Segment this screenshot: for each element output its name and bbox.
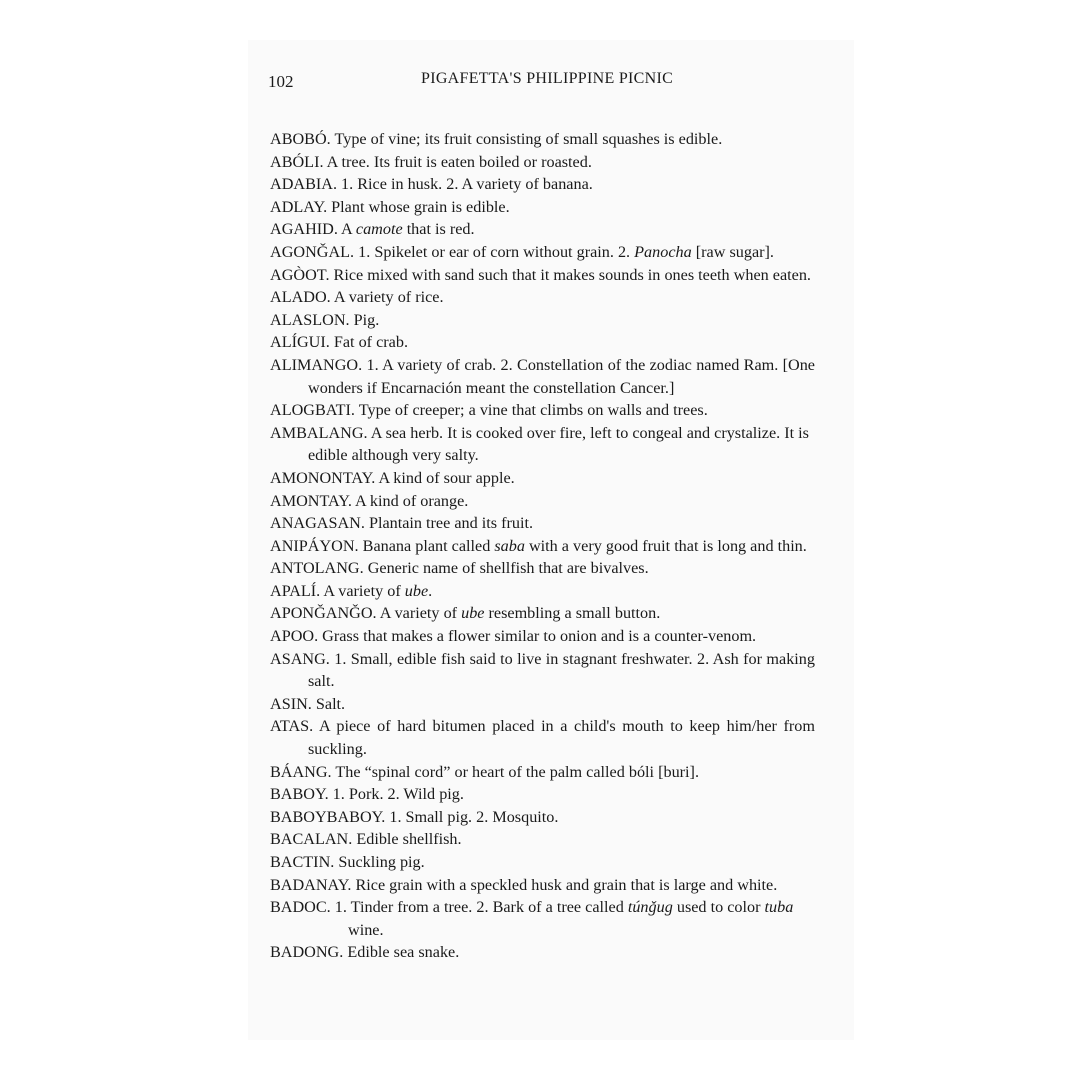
glossary-entry [270,715,815,760]
glossary-entry [270,761,815,784]
entry-definition: 1. Small pig. 2. Mosquito. [385,807,559,826]
entry-definition: 1. Spikelet or ear of corn without grain. 2. [354,242,635,261]
entry-term: ASIN. [270,694,312,713]
entry-italic-text: ube [404,581,429,600]
glossary-entry [270,941,815,964]
entry-term: ASANG. [270,649,330,668]
entry-definition: Edible sea snake. [343,943,460,962]
entry-term: BÁANG. [270,762,332,781]
entry-definition: A tree. Its fruit is eaten boiled or roasted. [323,152,592,171]
glossary-entry [270,128,815,151]
entry-definition: Fat of crab. [329,333,409,352]
entry-term: BADONG. [270,943,344,962]
glossary-entry [270,648,815,693]
running-head: PIGAFETTA'S PHILIPPINE PICNIC [421,70,674,87]
entry-term: ABÓLI. [270,152,324,171]
entry-term: AMBALANG. [270,423,368,442]
entry-term: AMONTAY. [270,491,352,510]
entry-definition: Rice mixed with sand such that it makes sounds in ones teeth when eaten. [329,265,811,284]
glossary-entry [270,625,815,648]
entry-term: AGONǦAL. [270,242,355,261]
entry-definition: 1. Rice in husk. 2. A variety of banana. [337,175,593,194]
entry-definition: Banana plant called [358,536,495,555]
glossary-entry [270,422,815,467]
entry-definition: Suckling pig. [334,853,425,871]
entry-definition: used to color [672,898,765,917]
entry-definition: A variety of [320,581,405,600]
glossary-entry [270,218,815,241]
entry-definition: The “spinal cord” or heart of the palm called bóli [buri]. [331,762,699,781]
entry-term: AGÒOT. [270,265,330,284]
glossary-entry [270,286,815,309]
entry-definition: A [337,220,356,239]
entry-term: AGAHID. [270,220,338,239]
glossary-entry [270,580,815,603]
glossary-entry [270,196,815,219]
entry-italic-text: saba [494,536,525,555]
entry-term: ADLAY. [270,197,328,216]
glossary-entry [270,241,815,264]
entry-definition: 1. Small, edible fish said to live in stagnant freshwater. 2. Ash for making salt. [308,649,815,691]
page-number: 102 [268,72,294,91]
entry-term: ALÍGUI. [270,333,330,352]
glossary-entry [270,602,815,625]
entry-term: ALASLON. [270,310,350,329]
entry-italic-text: tuba [764,898,794,917]
glossary-entry [270,309,815,332]
entry-definition: [raw sugar]. [691,242,774,261]
entry-term: AMONONTAY. [270,468,376,487]
entry-term: ANIPÁYON. [270,536,359,555]
glossary-entry [270,331,815,354]
entry-term: APOO. [270,627,319,646]
glossary-entry [270,512,815,535]
entry-definition: Salt. [311,694,346,713]
entry-term: BACTIN. [270,853,335,871]
glossary-entry [270,264,815,287]
entry-definition: resembling a small button. [484,604,661,623]
entry-term: ADABIA. [270,175,337,194]
glossary-entry [270,783,815,806]
entry-term: BADOC. [270,898,331,917]
entry-definition: Plant whose grain is edible. [327,197,510,216]
glossary-entry [270,490,815,513]
entry-definition: A kind of sour apple. [375,468,515,487]
entry-term: APONǦANǦO. [270,604,377,623]
entry-term: ABOBÓ. [270,130,331,148]
entry-definition: A variety of [376,604,462,623]
glossary-entry [270,151,815,174]
entry-definition: Type of creeper; a vine that climbs on walls and trees. [354,401,708,420]
entry-definition: wine. [348,920,384,939]
glossary-entry [270,828,815,851]
entry-definition: A piece of hard bitumen placed in a child's mouth to keep him/her from suckling. [308,717,815,759]
glossary-entry [270,806,815,829]
entry-term: BABOY. [270,785,329,804]
entry-definition: 1. Tinder from a tree. 2. Bark of a tree called [330,898,628,917]
glossary-entry [270,896,815,941]
glossary-entry [270,557,815,580]
entry-definition: Rice grain with a speckled husk and grain that is large and white. [351,875,778,894]
entry-italic-text: camote [355,220,403,239]
entry-term: ALIMANGO. [270,355,363,374]
entry-term: ANTOLANG. [270,559,364,578]
glossary-entry [270,173,815,196]
entry-italic-text: Panocha [634,242,692,261]
entry-definition: 1. Pork. 2. Wild pig. [328,785,464,804]
glossary-entry [270,693,815,716]
entry-term: BACALAN. [270,830,353,849]
glossary-entry [270,354,815,399]
entry-italic-text: ube [461,604,485,623]
entry-definition: A variety of rice. [330,288,444,307]
entry-definition: 1. A variety of crab. 2. Constellation of the zodiac named Ram. [One wonders if Encarnación meant the constellation Cancer.] [308,355,815,397]
entry-term: ATAS. [270,717,314,736]
glossary-entry [270,535,815,558]
entry-definition: . [428,581,433,600]
entry-italic-text: túnǧug [627,898,673,917]
entry-definition: Type of vine; its fruit consisting of small squashes is edible. [330,130,723,148]
entry-term: ALOGBATI. [270,401,355,420]
entry-definition: A sea herb. It is cooked over fire, left to congeal and crystalize. It is edible although very salty. [308,423,809,465]
glossary-entry [270,467,815,490]
entry-term: APALÍ. [270,581,321,600]
entry-definition: Pig. [349,310,380,329]
entry-term: ALADO. [270,288,331,307]
entry-definition: Edible shellfish. [352,830,462,849]
entry-definition: Plantain tree and its fruit. [364,514,534,533]
entry-definition: Generic name of shellfish that are bivalves. [363,559,649,578]
entry-definition: that is red. [402,220,475,239]
entry-definition: Grass that makes a flower similar to onion and is a counter-venom. [318,627,757,646]
glossary-entry [270,874,815,897]
glossary-entry [270,851,815,874]
glossary-entry [270,399,815,422]
entry-term: ANAGASAN. [270,514,365,533]
entry-definition: A kind of orange. [351,491,469,510]
entry-term: BABOYBABOY. [270,807,386,826]
entry-term: BADANAY. [270,875,352,894]
glossary-entries [270,128,815,964]
entry-definition: with a very good fruit that is long and thin. [524,536,807,555]
